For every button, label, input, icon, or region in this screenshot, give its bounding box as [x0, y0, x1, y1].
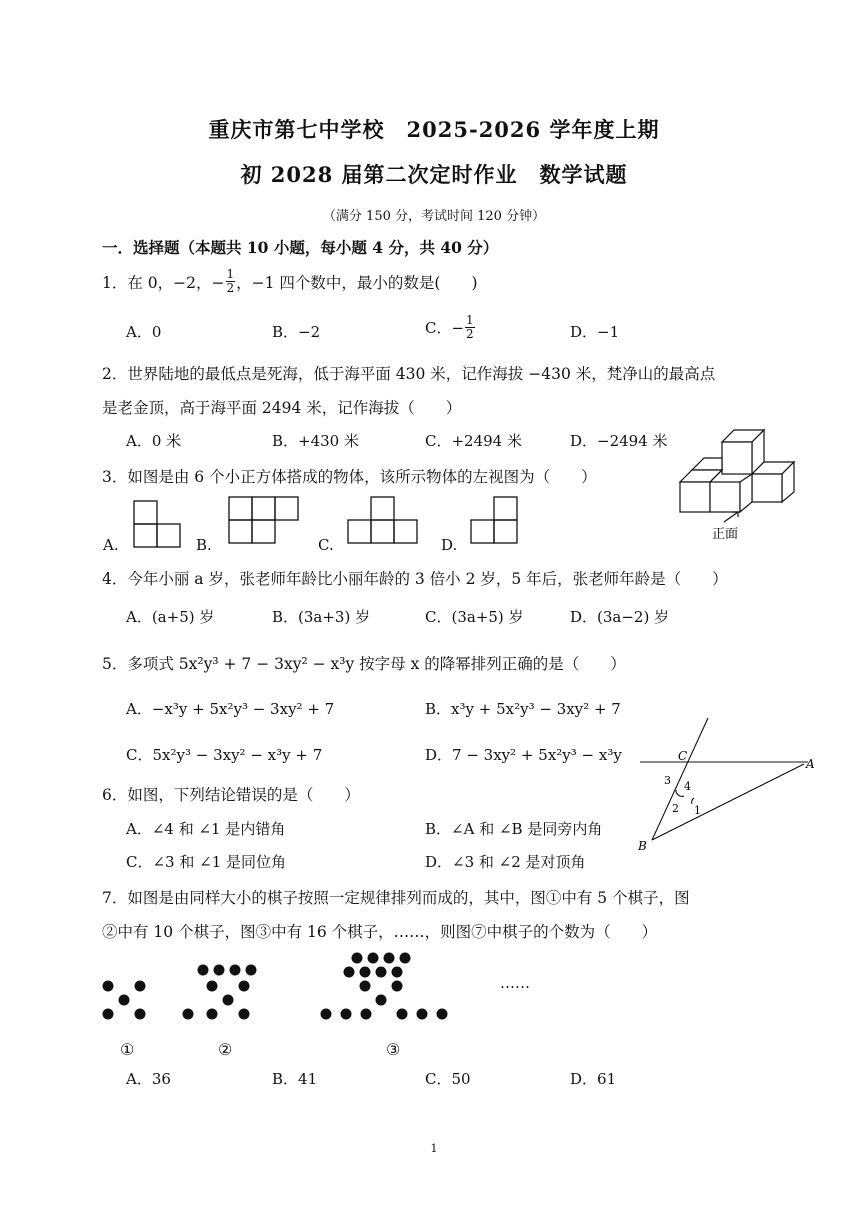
question-3-stem: 3．如图是由 6 个小正方体搭成的物体，该所示物体的左视图为（ ）	[102, 468, 597, 486]
q1-option-c[interactable]	[425, 314, 476, 341]
q6-option-c[interactable]: C．∠3 和 ∠1 是同位角	[126, 853, 287, 871]
exam-title-line1: 重庆市第七中学校 2025-2026 学年度上期	[208, 117, 660, 142]
q7-figure-3-label: ③	[386, 1040, 401, 1059]
q7-figure-2-label: ②	[218, 1040, 233, 1059]
q2-option-c[interactable]: C．+2494 米	[425, 432, 522, 450]
q7-option-b[interactable]: B．41	[272, 1070, 318, 1088]
q6-label-3: 3	[664, 774, 671, 787]
q6-label-2: 2	[672, 802, 679, 815]
q3-option-a[interactable]: A.	[103, 536, 119, 554]
exam-title-line2: 初 2028 届第二次定时作业 数学试题	[240, 162, 628, 187]
q3-option-b-view	[228, 496, 300, 548]
question-6-stem: 6．如图，下列结论错误的是（ ）	[102, 786, 360, 804]
q5-option-b[interactable]: B．x³y + 5x²y³ − 3xy² + 7	[425, 700, 621, 718]
question-5-stem: 5．多项式 5x²y³ + 7 − 3xy² − x³y 按字母 x 的降幂排列正确的是（ ）	[102, 655, 626, 673]
question-7-line2: ②中有 10 个棋子，图③中有 16 个棋子，……，则图⑦中棋子的个数为（ ）	[102, 923, 658, 941]
q3-front-label: 正面	[712, 526, 739, 541]
q1-c-frac-den: 2	[466, 327, 474, 341]
q6-label-4: 4	[684, 780, 691, 793]
q5-option-c[interactable]: C．5x²y³ − 3xy² − x³y + 7	[126, 746, 323, 764]
q7-chess-pattern	[100, 958, 540, 1028]
q4-option-c[interactable]: C．(3a+5) 岁	[425, 608, 524, 626]
q6-option-d[interactable]: D．∠3 和 ∠2 是对顶角	[425, 853, 586, 871]
q7-option-c[interactable]: C．50	[425, 1070, 471, 1088]
q5-option-a[interactable]: A．−x³y + 5x²y³ − 3xy² + 7	[126, 700, 335, 718]
q3-option-a-view	[133, 500, 183, 550]
question-2-line1: 2．世界陆地的最低点是死海，低于海平面 430 米，记作海拔 −430 米，梵净山的最高点	[102, 365, 716, 383]
q1-stem-a: 1．在 0，−2，−	[102, 273, 225, 292]
q5-option-d[interactable]: D．7 − 3xy² + 5x²y³ − x³y	[425, 746, 622, 764]
q6-label-1: 1	[694, 804, 701, 817]
q3-option-b[interactable]: B.	[196, 536, 212, 554]
q7-ellipsis: ……	[500, 974, 530, 992]
q1-frac-num: 1	[226, 267, 235, 281]
q6-label-b: B	[638, 839, 647, 853]
q7-figure-1-label: ①	[120, 1040, 135, 1059]
q1-option-a[interactable]: A．0	[126, 323, 162, 341]
q1-stem-b: ，−1 四个数中，最小的数是( )	[236, 273, 478, 292]
section-1-title: 一．选择题（本题共 10 小题，每小题 4 分，共 40 分）	[102, 238, 499, 257]
question-2-line2: 是老金顶，高于海平面 2494 米，记作海拔（ ）	[102, 399, 462, 417]
q1-c-frac-num: 1	[466, 313, 474, 327]
page-number: 1	[430, 1142, 438, 1155]
q1-option-c-fraction	[465, 314, 475, 341]
q1-option-d[interactable]: D．−1	[570, 323, 620, 341]
q6-label-c: C	[678, 749, 688, 763]
exam-subtitle: （满分 150 分，考试时间 120 分钟）	[322, 209, 546, 224]
q6-option-b[interactable]: B．∠A 和 ∠B 是同旁内角	[425, 820, 603, 838]
q1-fraction	[226, 268, 236, 295]
q2-option-d[interactable]: D．−2494 米	[570, 432, 668, 450]
q6-label-a: A	[806, 757, 815, 771]
q2-option-b[interactable]: B．+430 米	[272, 432, 359, 450]
q4-option-a[interactable]: A．(a+5) 岁	[126, 608, 215, 626]
q1-option-b[interactable]: B．−2	[272, 323, 321, 341]
question-7-line1: 7．如图是由同样大小的棋子按照一定规律排列而成的，其中，图①中有 5 个棋子，图	[102, 889, 690, 907]
q1-option-c-label: C．−	[425, 319, 465, 337]
q3-option-c-view	[347, 496, 421, 548]
q2-option-a[interactable]: A．0 米	[126, 432, 182, 450]
q7-option-d[interactable]: D．61	[570, 1070, 617, 1088]
q4-option-d[interactable]: D．(3a−2) 岁	[570, 608, 670, 626]
q3-option-c[interactable]: C.	[318, 536, 334, 554]
q6-angle-figure	[632, 716, 832, 856]
q3-option-d-view	[470, 496, 522, 548]
q3-cube-figure	[676, 426, 798, 544]
q4-option-b[interactable]: B．(3a+3) 岁	[272, 608, 371, 626]
q6-option-a[interactable]: A．∠4 和 ∠1 是内错角	[126, 820, 286, 838]
q7-option-a[interactable]: A．36	[126, 1070, 171, 1088]
question-4-stem: 4．今年小丽 a 岁，张老师年龄比小丽年龄的 3 倍小 2 岁，5 年后，张老师年龄是（ ）	[102, 570, 728, 588]
q3-option-d[interactable]: D.	[441, 536, 458, 554]
q1-frac-den: 2	[226, 281, 235, 295]
question-1-stem	[102, 268, 478, 295]
